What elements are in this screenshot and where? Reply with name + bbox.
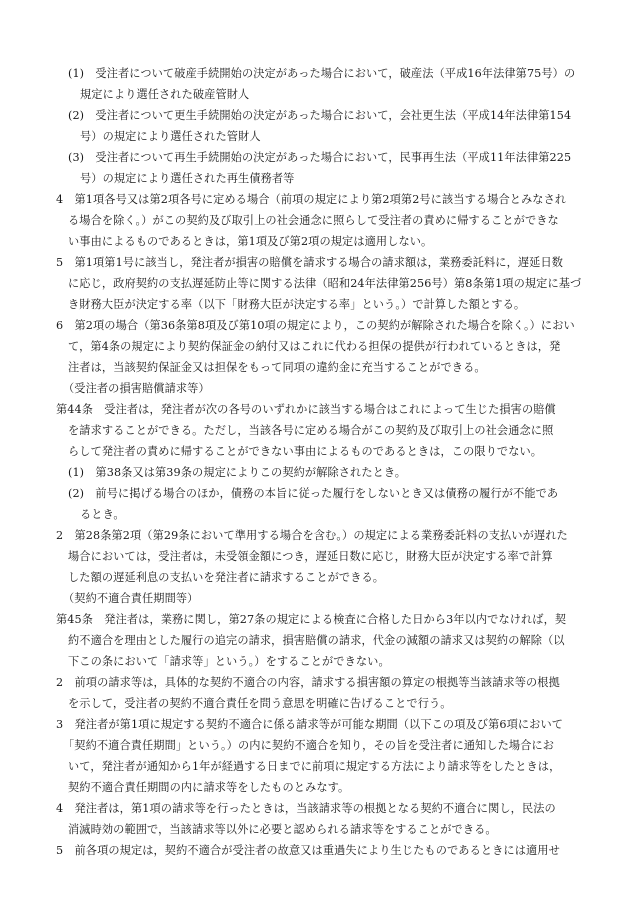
text-line: 下この条において「請求等」という。）をすることができない。	[68, 655, 390, 668]
text-line: て，第4条の規定により契約保証金の納付又はこれに代わる担保の提供が行われているときは，発	[68, 340, 561, 353]
text-line: を請求することができる。ただし，当該各号に定める場合がこの契約及び取引上の社会通念に照	[68, 424, 554, 437]
text-line: を示して，受注者の契約不適合責任を問う意思を明確に告げることで行う。	[68, 697, 452, 710]
text-line: に応じ，政府契約の支払遅延防止等に関する法律（昭和24年法律第256号）第8条第1項の規定に基づ	[68, 277, 582, 290]
text-line: 消滅時効の範囲で，当該請求等以外に必要と認められる請求等をすることができる。	[68, 823, 497, 836]
article-heading: 第44条 受注者は，発注者が次の各号のいずれかに該当する場合はこれによって生じた損害の賠償	[56, 403, 556, 416]
text-line: 5 前各項の規定は，契約不適合が受注者の故意又は重過失により生じたものであるときには適用せ	[56, 844, 560, 857]
text-line: い事由によるものであるときは，第1項及び第2項の規定は適用しない。	[68, 235, 433, 248]
text-line: (2) 前号に掲げる場合のほか，債務の本旨に従った履行をしないとき又は債務の履行が不能であ	[68, 487, 559, 500]
text-line: した額の遅延利息の支払いを発注者に請求することができる。	[68, 571, 385, 584]
text-line: 2 第28条第2項（第29条において準用する場合を含む。）の規定による業務委託料の支払いが遅れた	[56, 529, 568, 542]
text-line: 4 第1項各号又は第2項各号に定める場合（前項の規定により第2項第2号に該当する場合とみなされ	[56, 193, 567, 206]
text-line: 「契約不適合責任期間」という。）の内に契約不適合を知り，その旨を受注者に通知した場合にお	[63, 739, 555, 752]
section-heading: （契約不適合責任期間等）	[63, 592, 199, 605]
text-line: (3) 受注者について再生手続開始の決定があった場合において，民事再生法（平成11年法律第225	[68, 151, 572, 164]
text-line: (2) 受注者について更生手続開始の決定があった場合において，会社更生法（平成14年法律第154	[68, 109, 572, 122]
text-line: 号）の規定により選任された再生債務者等	[80, 172, 295, 185]
text-line: 場合においては，受注者は，未受領金額につき，遅延日数に応じ，財務大臣が決定する率で計算	[68, 550, 553, 563]
text-line: るとき。	[80, 508, 125, 521]
text-line: (1) 第38条又は第39条の規定によりこの契約が解除されたとき。	[68, 466, 407, 479]
text-line: 2 前項の請求等は，具体的な契約不適合の内容，請求する損害額の算定の根拠等当該請求等の根拠	[56, 676, 560, 689]
text-line: 約不適合を理由とした履行の追完の請求，損害賠償の請求，代金の減額の請求又は契約の解除（以	[68, 634, 565, 647]
text-line: 3 発注者が第1項に規定する契約不適合に係る請求等が可能な期間（以下この項及び第6項において	[56, 718, 564, 731]
text-line: 号）の規定により選任された管財人	[80, 130, 261, 143]
text-line: 4 発注者は，第1項の請求等を行ったときは，当該請求等の根拠となる契約不適合に関し，民法の	[56, 802, 556, 815]
text-line: る場合を除く。）がこの契約及び取引上の社会通念に照らして受注者の責めに帰することができな	[68, 214, 559, 227]
article-heading: 第45条 発注者は，業務に関し，第27条の規定による検査に合格した日から3年以内でなければ，契	[56, 613, 567, 626]
text-line: 6 第2項の場合（第36条第8項及び第10項の規定により，この契約が解除された場合を除く。）におい	[56, 319, 575, 332]
text-line: 注者は，当該契約保証金又は担保をもって同項の違約金に充当することができる。	[68, 361, 486, 374]
text-line: いて，発注者が通知から1年が経過する日までに前項に規定する方法により請求等をしたときは，	[68, 760, 561, 773]
text-line: き財務大臣が決定する率（以下「財務大臣が決定する率」という。）で計算した額とする。	[68, 298, 526, 311]
text-line: (1) 受注者について破産手続開始の決定があった場合において，破産法（平成16年法律第75号）の	[68, 67, 576, 80]
text-line: 5 第1項第1号に該当し，発注者が損害の賠償を請求する場合の請求額は，業務委託料に，遅延日数	[56, 256, 564, 269]
text-line: らして発注者の責めに帰することができない事由によるものであるときは，この限りでない。	[68, 445, 543, 458]
section-heading: （受注者の損害賠償請求等）	[63, 382, 210, 395]
text-line: 契約不適合責任期間の内に請求等をしたものとみなす。	[68, 781, 350, 794]
text-line: 規定により選任された破産管財人	[80, 88, 250, 101]
